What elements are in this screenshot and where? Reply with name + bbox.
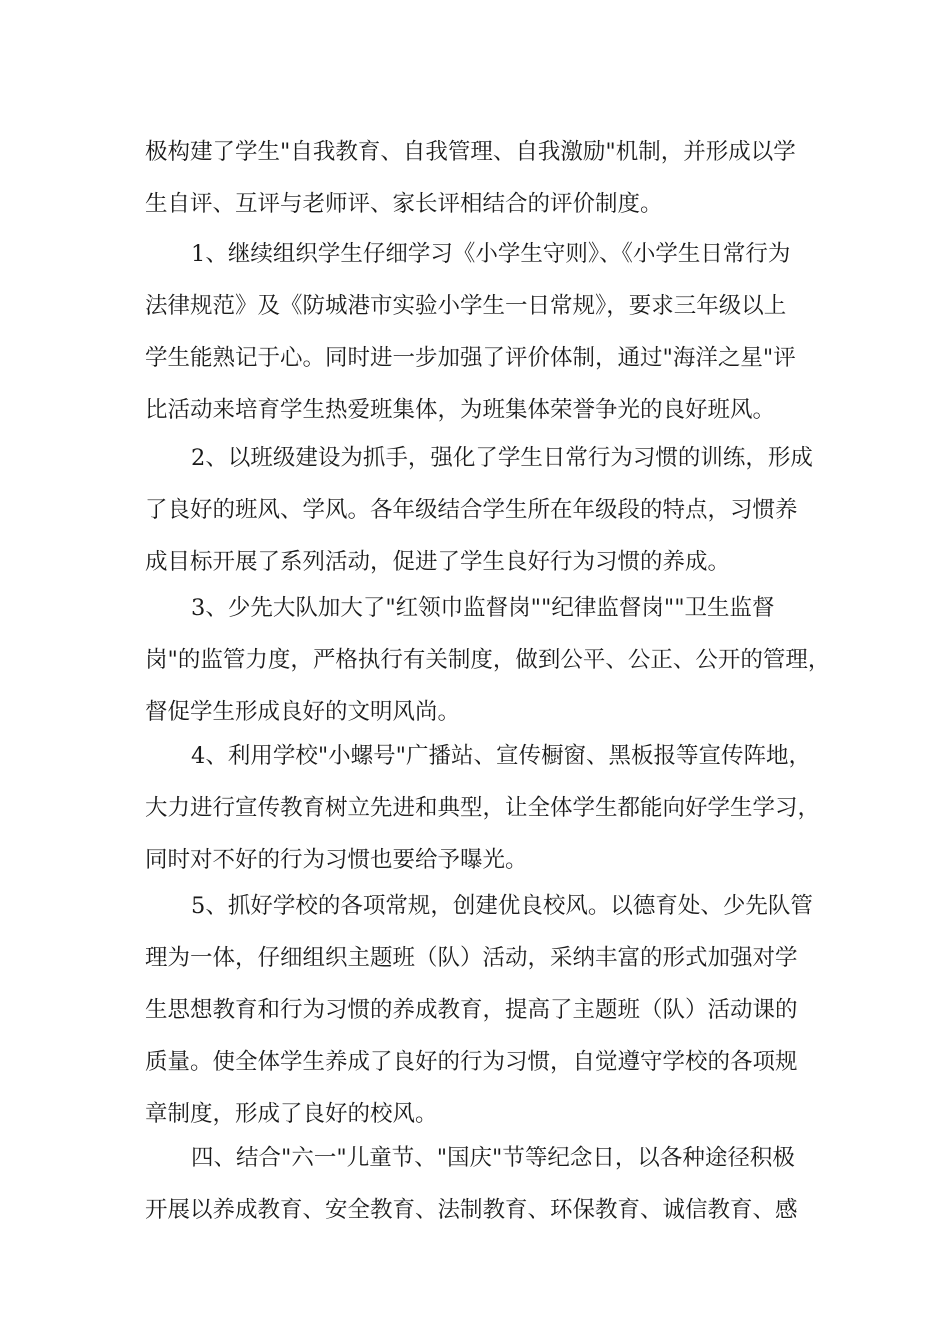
text-line: 理为一体，仔细组织主题班（队）活动，采纳丰富的形式加强对学 [145, 945, 798, 971]
text-line: 了良好的班风、学风。各年级结合学生所在年级段的特点，习惯养 [145, 497, 798, 523]
text-line: 4、利用学校"小螺号"广播站、宣传橱窗、黑板报等宣传阵地， [191, 743, 812, 769]
text-line: 5、抓好学校的各项常规，创建优良校风。以德育处、少先队管 [191, 893, 813, 919]
paragraph-item-3 [0, 582, 950, 738]
text-line: 四、结合"六一"儿童节、"国庆"节等纪念日，以各种途径积极 [191, 1145, 795, 1171]
paragraph-item-5 [0, 880, 950, 1140]
text-line: 生自评、互评与老师评、家长评相结合的评价制度。 [145, 191, 663, 217]
paragraph-item-2 [0, 432, 950, 588]
text-line: 法律规范》及《防城港市实验小学生一日常规》，要求三年级以上 [145, 293, 787, 319]
paragraph-evaluation-mechanism [0, 126, 950, 230]
text-line: 生思想教育和行为习惯的养成教育，提高了主题班（队）活动课的 [145, 997, 798, 1023]
paragraph-section-four [0, 1132, 950, 1236]
text-line: 开展以养成教育、安全教育、法制教育、环保教育、诚信教育、感 [145, 1197, 798, 1223]
text-line: 极构建了学生"自我教育、自我管理、自我激励"机制，并形成以学 [145, 139, 796, 165]
paragraph-item-1 [0, 228, 950, 436]
text-line: 大力进行宣传教育树立先进和典型，让全体学生都能向好学生学习， [145, 795, 821, 821]
text-line: 同时对不好的行为习惯也要给予曝光。 [145, 847, 528, 873]
text-line: 学生能熟记于心。同时进一步加强了评价体制，通过"海洋之星"评 [145, 345, 796, 371]
text-line: 督促学生形成良好的文明风尚。 [145, 699, 461, 725]
text-line: 比活动来培育学生热爱班集体，为班集体荣誉争光的良好班风。 [145, 397, 776, 423]
text-line: 质量。使全体学生养成了良好的行为习惯，自觉遵守学校的各项规 [145, 1049, 798, 1075]
text-line: 岗"的监管力度，严格执行有关制度，做到公平、公正、公开的管理， [145, 647, 831, 673]
text-line: 1、继续组织学生仔细学习《小学生守则》、《小学生日常行为 [191, 241, 791, 267]
text-line: 章制度，形成了良好的校风。 [145, 1101, 438, 1127]
paragraph-item-4 [0, 730, 950, 886]
text-line: 3、少先大队加大了"红领巾监督岗""纪律监督岗""卫生监督 [191, 595, 775, 621]
text-line: 2、以班级建设为抓手，强化了学生日常行为习惯的训练，形成 [191, 445, 813, 471]
text-line: 成目标开展了系列活动，促进了学生良好行为习惯的养成。 [145, 549, 731, 575]
